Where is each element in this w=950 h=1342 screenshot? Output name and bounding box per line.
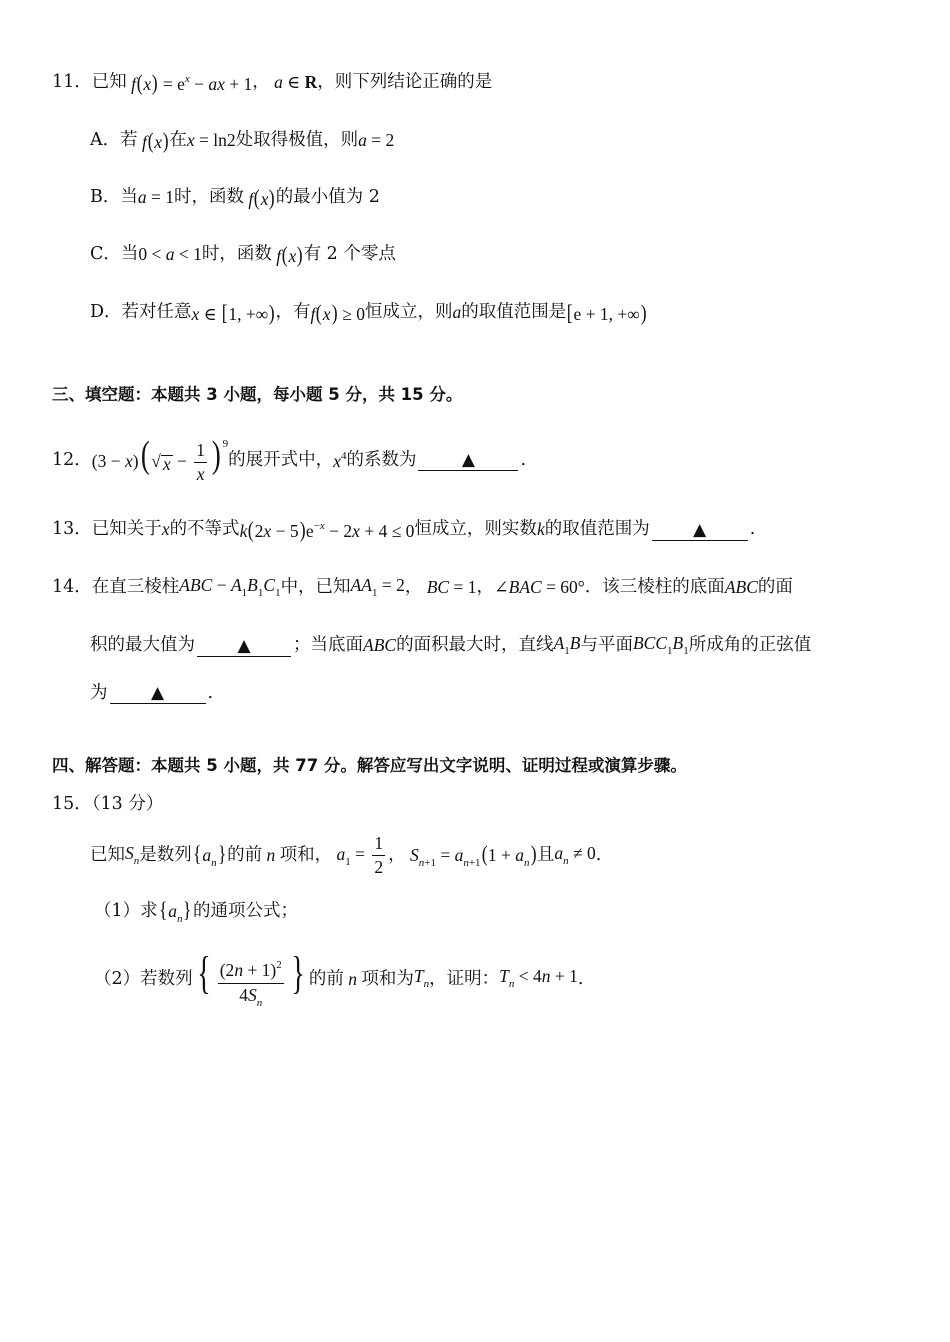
triangle-icon: ▲ <box>237 635 251 656</box>
q12-number: 12． <box>52 449 92 470</box>
q15-part-1: （1）求 $\{a_n\}$ 的通项公式； <box>94 897 299 925</box>
q11-option-d: D．若对任意 x ∈ [1, +∞) ，有 f(x) ≥ 0 恒成立，则 a 的取值范围是 [e + 1, +∞) <box>90 300 647 325</box>
triangle-icon: ▲ <box>461 449 475 470</box>
q11-option-a: A．若 f(x) 在 x = ln2 处取得极值，则 a = 2 <box>90 128 395 153</box>
q12-expression: (3 − x)( √ x − $\frac{1}{x}$ ) $^9$ <box>91 434 229 485</box>
section-3-title: 三、填空题：本题共 3 小题，每小题 5 分，共 15 分。 <box>52 385 463 404</box>
section-4-title: 四、解答题：本题共 5 小题，共 77 分。解答应写出文字说明、证明过程或演算步骤。 <box>52 756 687 775</box>
q14-answer-blank-2[interactable] <box>110 683 206 704</box>
triangle-icon: ▲ <box>693 519 707 540</box>
q12-answer-blank[interactable] <box>418 450 518 471</box>
q11-stem: 11． 已知 $f(x) = e^x$ − ax + 1 ， a ∈ R ，则下列结论正确的是 <box>52 70 493 95</box>
q13-number: 13． <box>52 519 92 540</box>
q14-answer-blank-1[interactable] <box>197 636 291 657</box>
q13-inequality: $k(2x - 5)e^{-x} - 2x + 4 \le 0$ <box>239 517 415 542</box>
q15-header: 15．（13 分） <box>52 794 164 814</box>
q12: 12． (3 − x)( √ x − $\frac{1}{x}$ ) $^9$ 的展开式中， $x^4$ 的系数为 ▲ . <box>52 434 527 485</box>
q13: 13． 已知关于 x 的不等式 $k(2x - 5)e^{-x} - 2x + 4 \le 0$ 恒成立，则实数 k 的取值范围为 ▲ . <box>52 517 756 542</box>
q15-part-2: （2）若数列 { $\frac{(2n + 1)^2}{4S_n}$ } 的前 n 项和为 $T_n$ ，证明： $T_n < 4n + 1$ . <box>94 947 584 1009</box>
q14-number: 14． <box>52 577 92 598</box>
q14-line-1: 14． 在直三棱柱 ABC − $A_1B_1C_1$ 中，已知 $AA_1 = 2$ ， BC = 1 ， ∠BAC = 60° ．该三棱柱的底面 ABC 的面 <box>52 575 793 599</box>
q11-function: $f(x) = e^x$ − ax + 1 <box>131 70 253 95</box>
q14-line-2: 积的最大值为 ▲ ；当底面 ABC 的面积最大时，直线 $A_1B$ 与平面 $BCC_1B_1$ 所成角的正弦值 <box>90 633 812 657</box>
q11-option-b: B．当 a = 1 时，函数 f(x) 的最小值为 2 <box>90 185 380 210</box>
q14-line-3: 为 ▲ . <box>90 682 214 703</box>
q15-stem: 已知 $S_n$ 是数列 $\{a_n\}$ 的前 n 项和， $a_1$ = $\frac{1}{2}$ ， $S_{n+1} = a_{n+1}(1 + a_n)$ 且 $a_n \ne 0$ . <box>90 833 602 878</box>
q11-number: 11． <box>52 72 92 93</box>
q11-option-c: C．当 0 < a < 1 时，函数 f(x) 有 2 个零点 <box>90 242 396 267</box>
triangle-icon: ▲ <box>150 683 165 703</box>
q13-answer-blank[interactable] <box>652 520 748 541</box>
